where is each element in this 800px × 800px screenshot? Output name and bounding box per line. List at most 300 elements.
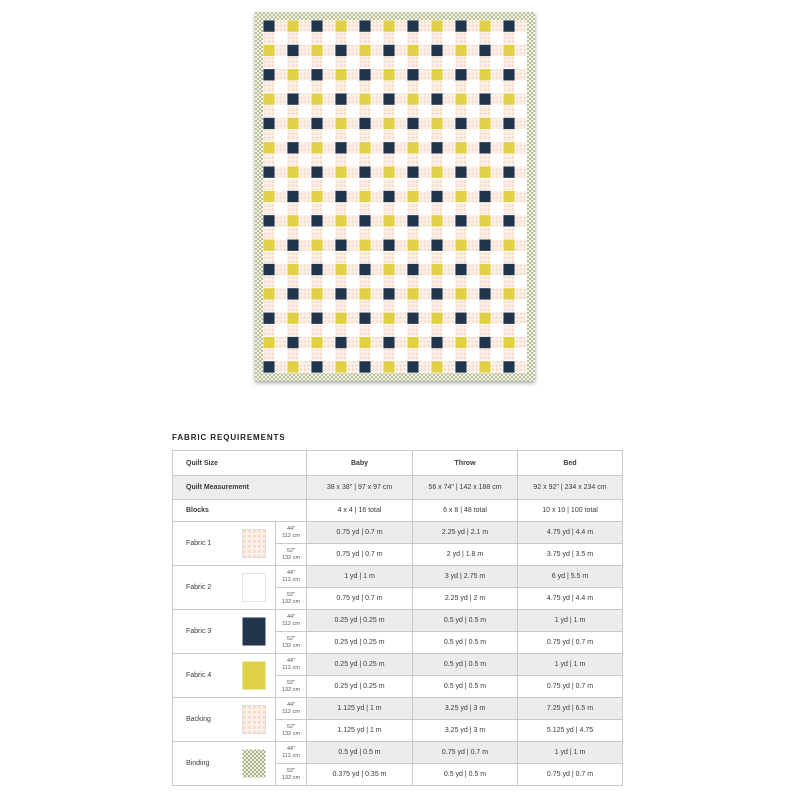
quilt-peach-cell <box>383 130 394 141</box>
yardage-baby: 0.75 yd | 0.7 m <box>307 522 413 544</box>
quilt-peach-cell <box>263 130 274 141</box>
quilt-peach-cell <box>479 130 490 141</box>
quilt-yellow-square <box>383 313 394 324</box>
yardage-bed: 4.75 yd | 4.4 m <box>518 588 623 610</box>
quilt-white-cell <box>299 33 310 44</box>
quilt-peach-cell <box>263 227 274 238</box>
quilt-peach-cell <box>503 252 514 263</box>
quilt-yellow-square <box>287 166 298 177</box>
quilt-white-cell <box>467 179 478 190</box>
quilt-peach-cell <box>515 313 526 324</box>
quilt-peach-cell <box>491 45 502 56</box>
quilt-yellow-square <box>479 264 490 275</box>
quilt-peach-cell <box>419 118 430 129</box>
fabric-width <box>276 676 307 698</box>
quilt-peach-cell <box>419 313 430 324</box>
quilt-peach-cell <box>347 93 358 104</box>
quilt-white-cell <box>443 349 454 360</box>
measurement-throw: 56 x 74" | 142 x 188 cm <box>413 476 518 500</box>
quilt-white-cell <box>443 300 454 311</box>
quilt-peach-cell <box>455 81 466 92</box>
quilt-peach-cell <box>275 45 286 56</box>
quilt-white-cell <box>515 325 526 336</box>
quilt-white-cell <box>443 81 454 92</box>
quilt-navy-square <box>431 45 442 56</box>
quilt-yellow-square <box>383 215 394 226</box>
quilt-navy-square <box>335 191 346 202</box>
width-cm: 132 cm <box>281 642 301 649</box>
quilt-peach-cell <box>311 300 322 311</box>
quilt-peach-cell <box>263 154 274 165</box>
quilt-navy-square <box>311 215 322 226</box>
quilt-peach-cell <box>359 130 370 141</box>
quilt-peach-cell <box>431 154 442 165</box>
yardage-baby: 0.25 yd | 0.25 m <box>307 654 413 676</box>
quilt-peach-cell <box>275 288 286 299</box>
quilt-peach-cell <box>371 313 382 324</box>
yardage-baby: 0.25 yd | 0.25 m <box>307 676 413 698</box>
quilt-white-cell <box>275 227 286 238</box>
quilt-navy-square <box>479 240 490 251</box>
quilt-white-cell <box>323 106 334 117</box>
quilt-peach-cell <box>263 276 274 287</box>
yardage-baby: 0.75 yd | 0.7 m <box>307 544 413 566</box>
quilt-peach-cell <box>287 252 298 263</box>
quilt-peach-cell <box>323 69 334 80</box>
fabric-swatch <box>234 610 276 654</box>
quilt-peach-cell <box>407 106 418 117</box>
quilt-peach-cell <box>515 361 526 372</box>
yardage-bed: 6 yd | 5.5 m <box>518 566 623 588</box>
quilt-white-cell <box>323 325 334 336</box>
measurement-label: Quilt Measurement <box>173 476 307 500</box>
quilt-peach-cell <box>443 166 454 177</box>
quilt-peach-cell <box>275 264 286 275</box>
quilt-peach-cell <box>443 20 454 31</box>
quilt-peach-cell <box>323 45 334 56</box>
quilt-peach-cell <box>443 337 454 348</box>
quilt-peach-cell <box>299 166 310 177</box>
quilt-peach-cell <box>347 264 358 275</box>
quilt-peach-cell <box>431 252 442 263</box>
quilt-white-cell <box>299 154 310 165</box>
quilt-peach-cell <box>347 361 358 372</box>
quilt-yellow-square <box>263 93 274 104</box>
quilt-navy-square <box>479 45 490 56</box>
quilt-peach-cell <box>275 337 286 348</box>
quilt-peach-cell <box>275 20 286 31</box>
quilt-white-cell <box>371 203 382 214</box>
quilt-navy-square <box>431 93 442 104</box>
quilt-yellow-square <box>263 240 274 251</box>
quilt-white-cell <box>515 349 526 360</box>
quilt-navy-square <box>503 313 514 324</box>
quilt-peach-cell <box>515 240 526 251</box>
width-cm: 112 cm <box>282 532 300 539</box>
quilt-peach-cell <box>323 361 334 372</box>
yardage-throw: 3.25 yd | 3 m <box>413 698 518 720</box>
quilt-yellow-square <box>287 361 298 372</box>
yardage-bed: 0.75 yd | 0.7 m <box>518 764 623 786</box>
quilt-yellow-square <box>479 313 490 324</box>
quilt-white-cell <box>419 325 430 336</box>
quilt-peach-cell <box>347 118 358 129</box>
quilt-peach-cell <box>419 191 430 202</box>
quilt-white-cell <box>275 106 286 117</box>
quilt-peach-cell <box>287 179 298 190</box>
quilt-peach-cell <box>515 215 526 226</box>
quilt-white-cell <box>419 130 430 141</box>
quilt-peach-cell <box>431 276 442 287</box>
quilt-peach-cell <box>515 45 526 56</box>
quilt-white-cell <box>443 179 454 190</box>
quilt-yellow-square <box>407 45 418 56</box>
quilt-white-cell <box>515 179 526 190</box>
fabric-row <box>173 654 623 676</box>
quilt-white-cell <box>491 276 502 287</box>
quilt-white-cell <box>419 33 430 44</box>
quilt-peach-cell <box>311 325 322 336</box>
quilt-peach-cell <box>347 166 358 177</box>
quilt-navy-square <box>407 166 418 177</box>
quilt-peach-cell <box>479 179 490 190</box>
quilt-size-label: Quilt Size <box>173 451 307 476</box>
quilt-navy-square <box>359 69 370 80</box>
quilt-peach-cell <box>359 325 370 336</box>
quilt-navy-square <box>359 166 370 177</box>
quilt-peach-cell <box>323 337 334 348</box>
quilt-peach-cell <box>287 276 298 287</box>
blocks-baby: 4 x 4 | 16 total <box>307 500 413 522</box>
quilt-peach-cell <box>467 142 478 153</box>
quilt-peach-cell <box>455 33 466 44</box>
quilt-yellow-square <box>335 264 346 275</box>
yardage-throw: 0.5 yd | 0.5 m <box>413 654 518 676</box>
quilt-white-cell <box>323 33 334 44</box>
quilt-white-cell <box>275 33 286 44</box>
fabric-width <box>276 566 307 588</box>
quilt-navy-square <box>503 264 514 275</box>
quilt-yellow-square <box>479 361 490 372</box>
quilt-navy-square <box>503 166 514 177</box>
yardage-bed: 4.75 yd | 4.4 m <box>518 522 623 544</box>
quilt-white-cell <box>395 57 406 68</box>
quilt-peach-cell <box>287 106 298 117</box>
quilt-peach-cell <box>479 57 490 68</box>
quilt-white-cell <box>347 227 358 238</box>
quilt-white-cell <box>371 349 382 360</box>
quilt-navy-square <box>383 337 394 348</box>
yardage-bed: 0.75 yd | 0.7 m <box>518 676 623 698</box>
fabric-swatch <box>234 522 276 566</box>
yardage-bed: 5.125 yd | 4.75 <box>518 720 623 742</box>
quilt-peach-cell <box>455 106 466 117</box>
quilt-peach-cell <box>443 313 454 324</box>
quilt-peach-cell <box>359 276 370 287</box>
fabric-name: Fabric 4 <box>173 654 234 698</box>
quilt-peach-cell <box>311 276 322 287</box>
quilt-peach-cell <box>431 57 442 68</box>
fabric-name: Fabric 1 <box>173 522 234 566</box>
quilt-peach-cell <box>275 361 286 372</box>
quilt-yellow-square <box>431 264 442 275</box>
blocks-throw: 6 x 8 | 48 total <box>413 500 518 522</box>
quilt-white-cell <box>467 57 478 68</box>
quilt-peach-cell <box>371 118 382 129</box>
quilt-yellow-square <box>287 20 298 31</box>
quilt-navy-square <box>431 240 442 251</box>
quilt-peach-cell <box>395 240 406 251</box>
quilt-navy-square <box>407 215 418 226</box>
quilt-white-cell <box>275 81 286 92</box>
quilt-peach-cell <box>503 179 514 190</box>
quilt-white-cell <box>299 81 310 92</box>
quilt-peach-cell <box>299 215 310 226</box>
quilt-peach-cell <box>503 203 514 214</box>
navy-swatch-icon <box>242 617 266 646</box>
quilt-peach-cell <box>503 130 514 141</box>
quilt-white-cell <box>347 130 358 141</box>
quilt-peach-cell <box>491 264 502 275</box>
width-inches: 44" <box>286 569 296 576</box>
quilt-peach-cell <box>311 57 322 68</box>
quilt-navy-square <box>431 337 442 348</box>
quilt-navy-square <box>287 45 298 56</box>
quilt-navy-square <box>383 142 394 153</box>
quilt-white-cell <box>515 106 526 117</box>
quilt-yellow-square <box>455 240 466 251</box>
fabric-row <box>173 522 623 544</box>
quilt-peach-cell <box>263 179 274 190</box>
quilt-peach-cell <box>335 252 346 263</box>
quilt-peach-cell <box>275 240 286 251</box>
quilt-white-cell <box>419 227 430 238</box>
quilt-peach-cell <box>287 300 298 311</box>
quilt-white-cell <box>395 252 406 263</box>
fabric-width <box>276 588 307 610</box>
quilt-peach-cell <box>275 69 286 80</box>
quilt-peach-cell <box>407 203 418 214</box>
quilt-navy-square <box>407 264 418 275</box>
quilt-white-cell <box>395 325 406 336</box>
quilt-white-cell <box>419 252 430 263</box>
quilt-peach-cell <box>515 20 526 31</box>
quilt-peach-cell <box>359 33 370 44</box>
quilt-peach-cell <box>395 20 406 31</box>
quilt-peach-cell <box>431 81 442 92</box>
quilt-peach-cell <box>347 142 358 153</box>
yardage-bed: 1 yd | 1 m <box>518 742 623 764</box>
quilt-white-cell <box>491 252 502 263</box>
quilt-navy-square <box>359 361 370 372</box>
quilt-peach-cell <box>383 227 394 238</box>
quilt-navy-square <box>287 337 298 348</box>
quilt-peach-cell <box>395 118 406 129</box>
quilt-yellow-square <box>383 20 394 31</box>
quilt-peach-cell <box>359 203 370 214</box>
yardage-throw: 2.25 yd | 2.1 m <box>413 522 518 544</box>
quilt-peach-cell <box>455 203 466 214</box>
yardage-baby: 0.75 yd | 0.7 m <box>307 588 413 610</box>
quilt-navy-square <box>311 361 322 372</box>
quilt-peach-cell <box>443 215 454 226</box>
quilt-white-cell <box>419 154 430 165</box>
quilt-navy-square <box>263 166 274 177</box>
quilt-peach-cell <box>263 325 274 336</box>
quilt-peach-cell <box>299 240 310 251</box>
quilt-navy-square <box>359 313 370 324</box>
quilt-yellow-square <box>407 142 418 153</box>
width-inches: 52" <box>286 679 296 686</box>
throw-header: Throw <box>413 451 518 476</box>
quilt-white-cell <box>515 276 526 287</box>
quilt-navy-square <box>287 142 298 153</box>
quilt-navy-square <box>383 93 394 104</box>
quilt-peach-cell <box>299 313 310 324</box>
width-inches: 44" <box>286 701 296 708</box>
quilt-white-cell <box>347 81 358 92</box>
quilt-peach-cell <box>287 325 298 336</box>
quilt-white-cell <box>275 276 286 287</box>
yardage-throw: 0.5 yd | 0.5 m <box>413 676 518 698</box>
yardage-baby: 0.5 yd | 0.5 m <box>307 742 413 764</box>
fabric-name: Backing <box>173 698 234 742</box>
quilt-peach-cell <box>383 57 394 68</box>
quilt-peach-cell <box>395 215 406 226</box>
quilt-yellow-square <box>359 142 370 153</box>
quilt-yellow-square <box>479 215 490 226</box>
quilt-peach-cell <box>443 361 454 372</box>
quilt-white-cell <box>419 276 430 287</box>
quilt-white-cell <box>371 106 382 117</box>
quilt-peach-cell <box>335 154 346 165</box>
quilt-peach-cell <box>311 349 322 360</box>
quilt-peach-cell <box>275 93 286 104</box>
quilt-peach-cell <box>299 45 310 56</box>
yardage-bed: 0.75 yd | 0.7 m <box>518 632 623 654</box>
quilt-white-cell <box>491 227 502 238</box>
quilt-peach-cell <box>467 45 478 56</box>
quilt-peach-cell <box>263 203 274 214</box>
quilt-yellow-square <box>287 313 298 324</box>
quilt-white-cell <box>371 81 382 92</box>
quilt-navy-square <box>455 20 466 31</box>
quilt-peach-cell <box>467 118 478 129</box>
quilt-yellow-square <box>359 240 370 251</box>
quilt-navy-square <box>311 166 322 177</box>
quilt-yellow-square <box>335 20 346 31</box>
quilt-peach-cell <box>395 142 406 153</box>
quilt-peach-cell <box>335 33 346 44</box>
quilt-peach-cell <box>323 142 334 153</box>
quilt-peach-cell <box>323 313 334 324</box>
quilt-peach-cell <box>335 203 346 214</box>
fabric-width <box>276 654 307 676</box>
quilt-peach-cell <box>431 349 442 360</box>
quilt-peach-cell <box>275 166 286 177</box>
quilt-navy-square <box>431 288 442 299</box>
quilt-peach-cell <box>335 325 346 336</box>
quilt-peach-cell <box>335 81 346 92</box>
quilt-peach-cell <box>311 130 322 141</box>
quilt-yellow-square <box>407 191 418 202</box>
quilt-yellow-square <box>479 20 490 31</box>
quilt-peach-cell <box>287 203 298 214</box>
width-cm: 112 cm <box>282 752 300 759</box>
quilt-navy-square <box>431 191 442 202</box>
quilt-peach-cell <box>371 142 382 153</box>
quilt-white-cell <box>491 325 502 336</box>
quilt-peach-cell <box>479 33 490 44</box>
quilt-peach-cell <box>419 166 430 177</box>
quilt-peach-cell <box>419 20 430 31</box>
quilt-peach-cell <box>479 349 490 360</box>
quilt-white-cell <box>443 106 454 117</box>
quilt-peach-cell <box>443 191 454 202</box>
quilt-peach-cell <box>407 276 418 287</box>
quilt-yellow-square <box>455 337 466 348</box>
yardage-baby: 0.25 yd | 0.25 m <box>307 632 413 654</box>
quilt-yellow-square <box>359 45 370 56</box>
quilt-peach-cell <box>347 240 358 251</box>
quilt-yellow-square <box>431 69 442 80</box>
quilt-navy-square <box>407 20 418 31</box>
fabric-name: Fabric 3 <box>173 610 234 654</box>
yardage-throw: 2.25 yd | 2 m <box>413 588 518 610</box>
quilt-peach-cell <box>287 33 298 44</box>
quilt-yellow-square <box>335 215 346 226</box>
quilt-white-cell <box>371 325 382 336</box>
quilt-peach-cell <box>443 118 454 129</box>
quilt-white-cell <box>275 300 286 311</box>
quilt-peach-cell <box>359 300 370 311</box>
fabric-width <box>276 742 307 764</box>
quilt-white-cell <box>395 300 406 311</box>
quilt-navy-square <box>455 361 466 372</box>
yardage-baby: 1.125 yd | 1 m <box>307 698 413 720</box>
quilt-yellow-square <box>503 142 514 153</box>
quilt-peach-cell <box>371 20 382 31</box>
quilt-peach-cell <box>275 142 286 153</box>
quilt-white-cell <box>371 179 382 190</box>
quilt-peach-cell <box>395 264 406 275</box>
quilt-navy-square <box>311 118 322 129</box>
fabric-row <box>173 742 623 764</box>
quilt-white-cell <box>443 130 454 141</box>
quilt-white-cell <box>395 179 406 190</box>
quilt-peach-cell <box>407 179 418 190</box>
quilt-white-cell <box>275 179 286 190</box>
quilt-navy-square <box>455 69 466 80</box>
quilt-peach-cell <box>287 81 298 92</box>
quilt-yellow-square <box>311 142 322 153</box>
quilt-white-cell <box>467 300 478 311</box>
measurement-bed: 92 x 92" | 234 x 234 cm <box>518 476 623 500</box>
quilt-peach-cell <box>455 276 466 287</box>
quilt-peach-cell <box>371 288 382 299</box>
quilt-white-cell <box>347 349 358 360</box>
quilt-white-cell <box>491 300 502 311</box>
quilt-peach-cell <box>491 191 502 202</box>
yardage-bed: 7.25 yd | 6.5 m <box>518 698 623 720</box>
quilt-peach-cell <box>503 154 514 165</box>
quilt-navy-square <box>335 240 346 251</box>
quilt-white-cell <box>275 154 286 165</box>
quilt-white-cell <box>419 57 430 68</box>
quilt-navy-square <box>479 191 490 202</box>
quilt-peach-cell <box>515 337 526 348</box>
quilt-white-cell <box>515 154 526 165</box>
